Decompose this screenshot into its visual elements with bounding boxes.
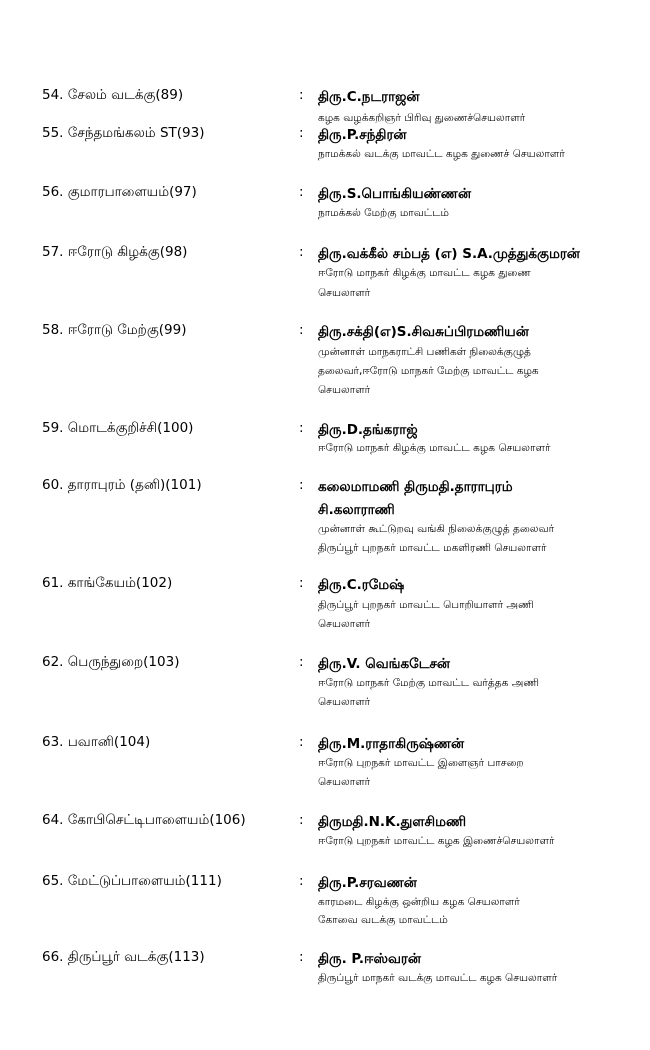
- separator-colon: :: [299, 734, 304, 750]
- separator-colon: :: [299, 125, 304, 141]
- designation-line: காரமடை கிழக்கு ஒன்றிய கழக செயலாளர்: [318, 896, 520, 908]
- separator-colon: :: [299, 420, 304, 436]
- separator-colon: :: [299, 184, 304, 200]
- candidate-name: திரு.M.ராதாகிருஷ்ணன்: [318, 736, 465, 752]
- candidate-name: திரு. P.ஈஸ்வரன்: [318, 951, 421, 967]
- separator-colon: :: [299, 654, 304, 670]
- candidate-name: கலைமாமணி திருமதி.தாராபுரம் சி.கலாராணி: [318, 479, 513, 518]
- candidate-name: திரு.சக்தி(எ)S.சிவசுப்பிரமணியன்: [318, 324, 529, 340]
- separator-colon: :: [299, 477, 304, 493]
- constituency-name: 54. சேலம் வடக்கு(89): [42, 87, 184, 103]
- constituency-name: 61. காங்கேயம்(102): [42, 575, 173, 591]
- designation-line: திருப்பூர் புறநகர் மாவட்ட பொறியாளர் அணி: [318, 599, 534, 611]
- candidate-name: திரு.வக்கீல் சம்பத் (எ) S.A.முத்துக்குமரன்: [318, 246, 580, 262]
- candidate-name: திரு.P.சரவணன்: [318, 875, 417, 891]
- designation-line: முன்னாள் கூட்டுறவு வங்கி நிலைக்குழுத் தலைவர்: [318, 523, 555, 535]
- separator-colon: :: [299, 873, 304, 889]
- separator-colon: :: [299, 575, 304, 591]
- constituency-name: 66. திருப்பூர் வடக்கு(113): [42, 949, 205, 965]
- designation-line: கோவை வடக்கு மாவட்டம்: [318, 914, 448, 926]
- candidate-name: திரு.P.சந்திரன்: [318, 127, 407, 143]
- designation-line: தலைவர்,ஈரோடு மாநகர் மேற்கு மாவட்ட கழக: [318, 365, 539, 377]
- separator-colon: :: [299, 812, 304, 828]
- designation-line: ஈரோடு மாநகர் மேற்கு மாவட்ட வர்த்தக அணி: [318, 677, 539, 689]
- designation-line: ஈரோடு மாநகர் கிழக்கு மாவட்ட கழக துணை: [318, 267, 531, 279]
- constituency-name: 56. குமாரபாளையம்(97): [42, 184, 197, 200]
- designation-line: நாமக்கல் வடக்கு மாவட்ட கழக துணைச் செயலாளர்: [318, 148, 565, 160]
- designation-line: திருப்பூர் மாநகர் வடக்கு மாவட்ட கழக செயலாளர்: [318, 972, 558, 984]
- constituency-name: 58. ஈரோடு மேற்கு(99): [42, 322, 187, 338]
- separator-colon: :: [299, 87, 304, 103]
- candidate-name: திரு.C.ரமேஷ்: [318, 577, 405, 593]
- designation-line: செயலாளர்: [318, 384, 371, 396]
- candidate-name: திரு.C.நடராஜன்: [318, 89, 420, 105]
- designation-line: ஈரோடு புறநகர் மாவட்ட இளைஞர் பாசறை: [318, 757, 524, 769]
- constituency-name: 60. தாராபுரம் (தனி)(101): [42, 477, 202, 493]
- designation-line: செயலாளர்: [318, 696, 371, 708]
- designation-line: திருப்பூர் புறநகர் மாவட்ட மகளிரணி செயலாளர்: [318, 542, 547, 554]
- candidate-name: திருமதி.N.K.துளசிமணி: [318, 814, 467, 830]
- designation-line: செயலாளர்: [318, 618, 371, 630]
- separator-colon: :: [299, 322, 304, 338]
- constituency-name: 57. ஈரோடு கிழக்கு(98): [42, 244, 188, 260]
- separator-colon: :: [299, 244, 304, 260]
- designation-line: செயலாளர்: [318, 776, 371, 788]
- candidate-name: திரு.D.தங்கராஜ்: [318, 422, 418, 438]
- candidate-name: திரு.V. வெங்கடேசன்: [318, 656, 451, 672]
- separator-colon: :: [299, 949, 304, 965]
- designation-line: கழக வழக்கறிஞர் பிரிவு துணைச்செயலாளர்: [318, 112, 526, 124]
- constituency-name: 55. சேந்தமங்கலம் ST(93): [42, 125, 205, 141]
- constituency-name: 64. கோபிசெட்டிபாளையம்(106): [42, 812, 246, 828]
- designation-line: ஈரோடு புறநகர் மாவட்ட கழக இணைச்செயலாளர்: [318, 835, 555, 847]
- constituency-name: 59. மொடக்குறிச்சி(100): [42, 420, 194, 436]
- designation-line: செயலாளர்: [318, 287, 371, 299]
- constituency-name: 62. பெருந்துறை(103): [42, 654, 180, 670]
- designation-line: ஈரோடு மாநகர் கிழக்கு மாவட்ட கழக செயலாளர்: [318, 442, 551, 454]
- constituency-name: 63. பவானி(104): [42, 734, 151, 750]
- constituency-name: 65. மேட்டுப்பாளையம்(111): [42, 873, 222, 889]
- designation-line: நாமக்கல் மேற்கு மாவட்டம்: [318, 207, 449, 219]
- candidate-name: திரு.S.பொங்கியண்ணன்: [318, 186, 472, 202]
- designation-line: முன்னாள் மாநகராட்சி பணிகள் நிலைக்குழுத்: [318, 346, 531, 358]
